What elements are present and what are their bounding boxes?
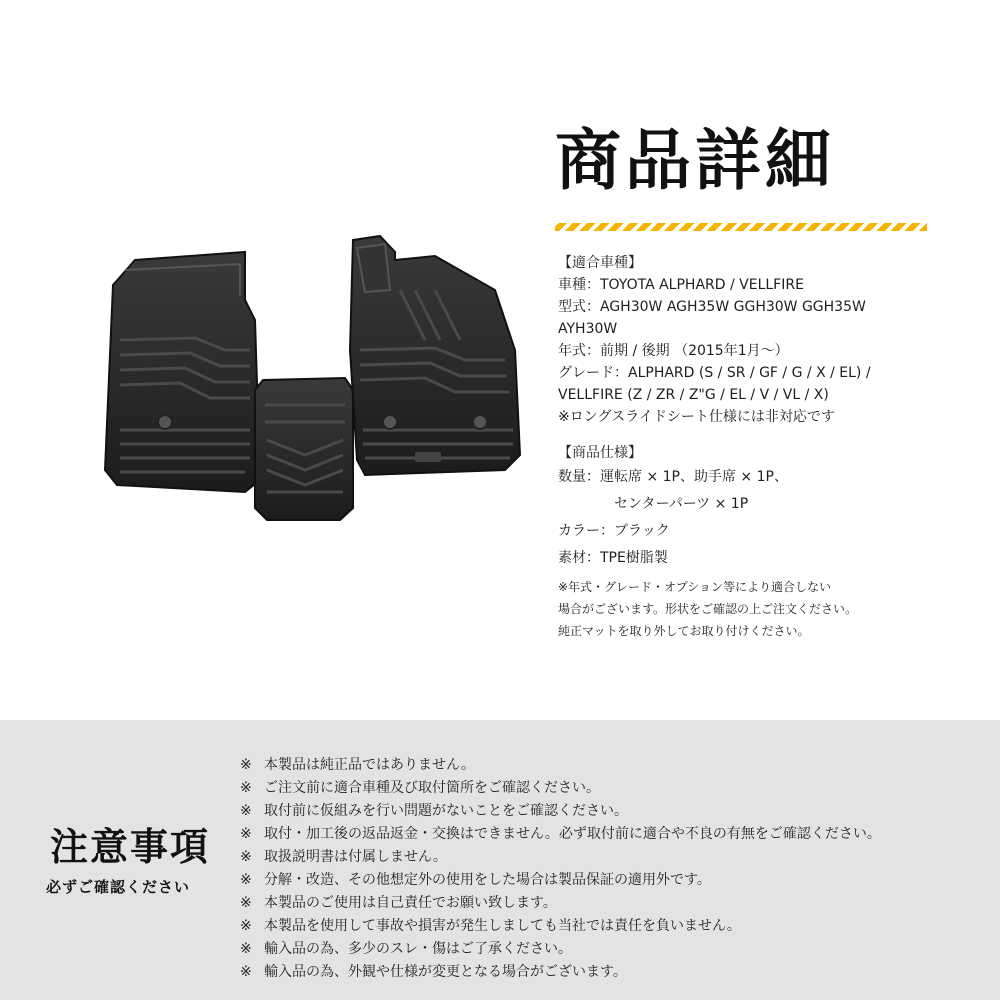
compat-line: 型式：AGH30W AGH35W GGH30W GGH35W (558, 299, 866, 315)
notice-item: ※ 本製品は純正品ではありません。 (240, 757, 475, 773)
compat-line: VELLFIRE (Z / ZR / Z"G / EL / V / VL / X) (558, 387, 829, 403)
spec-header: 【商品仕様】 (558, 445, 642, 461)
note-line: 場合がございます。形状をご確認の上ご注文ください。 (558, 602, 858, 616)
page-title: 商品詳細 (555, 122, 835, 199)
note-line: 純正マットを取り外してお取り付けください。 (558, 624, 810, 638)
compat-line: AYH30W (558, 321, 618, 337)
quantity-line: 数量：運転席 × 1P、助手席 × 1P、 (558, 469, 788, 485)
floor-mat-image (95, 230, 535, 525)
notice-item: ※ 取扱説明書は付属しません。 (240, 849, 447, 865)
notice-list (240, 754, 881, 984)
product-details (558, 252, 978, 642)
center-mat (255, 378, 353, 520)
notice-item: ※ 取付前に仮組みを行い問題がないことをご確認ください。 (240, 803, 628, 819)
notice-item: ※ 本製品を使用して事故や損害が発生しましても当社では責任を負いません。 (240, 918, 741, 934)
notice-item: ※ 本製品のご使用は自己責任でお願い致します。 (240, 895, 557, 911)
notice-subtitle: 必ずご確認ください (46, 878, 191, 896)
note-line: ※年式・グレード・オプション等により適合しない (558, 580, 831, 594)
notice-item: ※ 輸入品の為、外観や仕様が変更となる場合がございます。 (240, 964, 627, 980)
notice-title: 注意事項 (50, 825, 211, 869)
notice-item: ※ 分解・改造、その他想定外の使用をした場合は製品保証の適用外です。 (240, 872, 711, 888)
compat-line: ※ロングスライドシート仕様には非対応です (558, 409, 835, 425)
color-line: カラー：ブラック (558, 523, 670, 539)
compat-line: 年式：前期 / 後期 （2015年1月～） (558, 343, 789, 359)
accent-stripe (555, 223, 927, 231)
left-mat (105, 252, 260, 492)
compat-header: 【適合車種】 (558, 255, 642, 271)
notice-item: ※ 輸入品の為、多少のスレ・傷はご了承ください。 (240, 941, 572, 957)
notice-item: ※ ご注文前に適合車種及び取付箇所をご確認ください。 (240, 780, 600, 796)
compat-line: 車種：TOYOTA ALPHARD / VELLFIRE (558, 277, 804, 293)
spec-notes (558, 576, 978, 642)
compat-line: グレード：ALPHARD (S / SR / GF / G / X / EL) / (558, 365, 871, 381)
material-line: 素材：TPE樹脂製 (558, 550, 668, 566)
notice-item: ※ 取付・加工後の返品返金・交換はできません。必ず取付前に適合や不良の有無をご確認ください。 (240, 826, 881, 842)
quantity-line: センターパーツ × 1P (614, 496, 749, 512)
